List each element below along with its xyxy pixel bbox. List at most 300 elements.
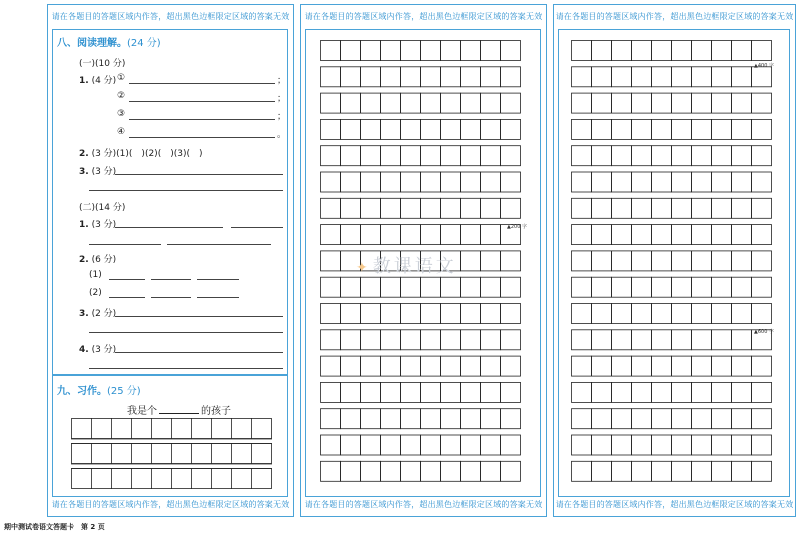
grid-cell[interactable] — [752, 41, 772, 61]
grid-cell[interactable] — [652, 251, 672, 271]
grid-cell[interactable] — [712, 225, 732, 245]
grid-cell[interactable] — [481, 93, 501, 113]
grid-cell[interactable] — [501, 435, 521, 455]
grid-cell[interactable] — [361, 198, 381, 218]
grid-cell[interactable] — [421, 225, 441, 245]
grid-cell[interactable] — [381, 67, 401, 87]
grid-cell[interactable] — [652, 435, 672, 455]
grid-cell[interactable] — [461, 356, 481, 376]
grid-cell[interactable] — [341, 330, 361, 350]
grid-cell[interactable] — [672, 461, 692, 481]
grid-cell[interactable] — [672, 277, 692, 297]
grid-cell[interactable] — [421, 146, 441, 166]
grid-cell[interactable] — [632, 304, 652, 324]
grid-cell[interactable] — [732, 435, 752, 455]
grid-cell[interactable] — [441, 67, 461, 87]
grid-cell[interactable] — [361, 382, 381, 402]
grid-cell[interactable] — [321, 382, 341, 402]
grid-cell[interactable] — [341, 198, 361, 218]
grid-cell[interactable] — [672, 93, 692, 113]
grid-cell[interactable] — [672, 172, 692, 192]
grid-cell[interactable] — [572, 172, 592, 192]
grid-cell[interactable] — [712, 409, 732, 429]
grid-cell[interactable] — [632, 330, 652, 350]
grid-cell[interactable] — [421, 93, 441, 113]
grid-cell[interactable] — [501, 356, 521, 376]
grid-cell[interactable] — [421, 172, 441, 192]
grid-cell[interactable] — [692, 277, 712, 297]
grid-cell[interactable] — [752, 304, 772, 324]
grid-cell[interactable] — [672, 330, 692, 350]
grid-cell[interactable] — [321, 146, 341, 166]
grid-cell[interactable] — [752, 435, 772, 455]
grid-cell[interactable] — [692, 41, 712, 61]
grid-cell[interactable] — [421, 67, 441, 87]
grid-cell[interactable] — [501, 93, 521, 113]
grid-cell[interactable] — [732, 356, 752, 376]
grid-cell[interactable] — [361, 356, 381, 376]
grid-cell[interactable] — [461, 93, 481, 113]
grid-cell[interactable] — [461, 67, 481, 87]
grid-cell[interactable] — [321, 330, 341, 350]
grid-cell[interactable] — [612, 251, 632, 271]
grid-cell[interactable] — [321, 277, 341, 297]
grid-cell[interactable] — [692, 93, 712, 113]
grid-cell[interactable] — [692, 198, 712, 218]
grid-cell[interactable] — [732, 382, 752, 402]
grid-cell[interactable] — [381, 304, 401, 324]
grid-cell[interactable] — [652, 461, 672, 481]
grid-cell[interactable] — [401, 198, 421, 218]
grid-cell[interactable] — [592, 251, 612, 271]
grid-cell[interactable] — [612, 198, 632, 218]
grid-cell[interactable] — [381, 225, 401, 245]
grid-cell[interactable] — [572, 356, 592, 376]
grid-cell[interactable] — [712, 277, 732, 297]
grid-cell[interactable] — [341, 304, 361, 324]
grid-cell[interactable] — [481, 41, 501, 61]
grid-cell[interactable] — [421, 356, 441, 376]
grid-cell[interactable] — [692, 461, 712, 481]
grid-cell[interactable] — [592, 435, 612, 455]
grid-cell[interactable] — [652, 225, 672, 245]
grid-cell[interactable] — [481, 251, 501, 271]
grid-cell[interactable] — [592, 409, 612, 429]
p2-q1-answer-line-1[interactable] — [115, 227, 223, 228]
grid-cell[interactable] — [321, 67, 341, 87]
grid-cell[interactable] — [441, 330, 461, 350]
grid-cell[interactable] — [361, 409, 381, 429]
grid-cell[interactable] — [341, 461, 361, 481]
grid-cell[interactable] — [461, 461, 481, 481]
grid-cell[interactable] — [592, 41, 612, 61]
grid-cell[interactable] — [732, 330, 752, 350]
grid-cell[interactable] — [361, 304, 381, 324]
grid-cell[interactable] — [441, 146, 461, 166]
q1-answer-line-1[interactable] — [129, 83, 275, 84]
grid-cell[interactable] — [572, 330, 592, 350]
p2-q4-answer-line-2[interactable] — [89, 368, 283, 369]
grid-cell[interactable] — [572, 198, 592, 218]
grid-cell[interactable] — [341, 435, 361, 455]
p2-q2-2-line-c[interactable] — [197, 297, 239, 298]
grid-cell[interactable] — [361, 67, 381, 87]
grid-cell[interactable] — [692, 382, 712, 402]
grid-cell[interactable] — [401, 356, 421, 376]
grid-cell[interactable] — [632, 119, 652, 139]
grid-cell[interactable] — [481, 435, 501, 455]
grid-cell[interactable] — [712, 198, 732, 218]
grid-cell[interactable] — [672, 146, 692, 166]
grid-cell[interactable] — [381, 198, 401, 218]
grid-cell[interactable] — [712, 330, 732, 350]
grid-cell[interactable] — [341, 225, 361, 245]
grid-cell[interactable] — [441, 41, 461, 61]
grid-cell[interactable] — [321, 119, 341, 139]
grid-cell[interactable] — [752, 409, 772, 429]
grid-cell[interactable] — [752, 277, 772, 297]
grid-cell[interactable] — [632, 41, 652, 61]
grid-cell[interactable] — [481, 225, 501, 245]
grid-cell[interactable] — [732, 304, 752, 324]
grid-cell[interactable] — [501, 330, 521, 350]
grid-cell[interactable] — [381, 330, 401, 350]
grid-cell[interactable] — [612, 67, 632, 87]
grid-cell[interactable] — [692, 146, 712, 166]
grid-cell[interactable] — [481, 119, 501, 139]
grid-cell[interactable] — [381, 93, 401, 113]
grid-cell[interactable] — [572, 93, 592, 113]
grid-cell[interactable] — [632, 172, 652, 192]
grid-cell[interactable] — [652, 41, 672, 61]
grid-cell[interactable] — [632, 225, 652, 245]
grid-cell[interactable] — [672, 198, 692, 218]
grid-cell[interactable] — [572, 382, 592, 402]
grid-cell[interactable] — [612, 435, 632, 455]
grid-cell[interactable] — [652, 409, 672, 429]
grid-cell[interactable] — [592, 146, 612, 166]
grid-cell[interactable] — [672, 435, 692, 455]
grid-cell[interactable] — [481, 146, 501, 166]
grid-cell[interactable] — [401, 330, 421, 350]
grid-cell[interactable] — [441, 382, 461, 402]
grid-cell[interactable] — [572, 119, 592, 139]
grid-cell[interactable] — [461, 119, 481, 139]
grid-cell[interactable] — [481, 461, 501, 481]
grid-cell[interactable] — [461, 41, 481, 61]
grid-cell[interactable] — [401, 382, 421, 402]
grid-cell[interactable] — [401, 146, 421, 166]
grid-cell[interactable] — [461, 198, 481, 218]
grid-cell[interactable] — [692, 172, 712, 192]
grid-cell[interactable] — [632, 93, 652, 113]
grid-cell[interactable] — [501, 146, 521, 166]
grid-cell[interactable] — [321, 435, 341, 455]
essay-grid-panel-3[interactable] — [571, 40, 777, 490]
grid-cell[interactable] — [441, 93, 461, 113]
grid-cell[interactable] — [321, 409, 341, 429]
grid-cell[interactable] — [572, 67, 592, 87]
grid-cell[interactable] — [461, 251, 481, 271]
grid-cell[interactable] — [461, 146, 481, 166]
grid-cell[interactable] — [321, 93, 341, 113]
grid-cell[interactable] — [672, 67, 692, 87]
grid-cell[interactable] — [321, 251, 341, 271]
grid-cell[interactable] — [652, 172, 672, 192]
grid-cell[interactable] — [572, 304, 592, 324]
grid-cell[interactable] — [692, 356, 712, 376]
grid-cell[interactable] — [421, 409, 441, 429]
grid-cell[interactable] — [752, 172, 772, 192]
grid-cell[interactable] — [612, 409, 632, 429]
grid-cell[interactable] — [752, 198, 772, 218]
grid-cell[interactable] — [692, 119, 712, 139]
grid-cell[interactable] — [732, 198, 752, 218]
grid-cell[interactable] — [592, 225, 612, 245]
grid-cell[interactable] — [612, 225, 632, 245]
grid-cell[interactable] — [361, 435, 381, 455]
q3-answer-line-1[interactable] — [115, 174, 283, 175]
grid-cell[interactable] — [321, 198, 341, 218]
grid-cell[interactable] — [712, 461, 732, 481]
grid-cell[interactable] — [481, 172, 501, 192]
grid-cell[interactable] — [501, 251, 521, 271]
grid-cell[interactable] — [652, 67, 672, 87]
grid-cell[interactable] — [672, 225, 692, 245]
grid-cell[interactable] — [712, 251, 732, 271]
grid-cell[interactable] — [361, 277, 381, 297]
grid-cell[interactable] — [732, 41, 752, 61]
q1-answer-line-4[interactable] — [129, 137, 275, 138]
grid-cell[interactable] — [712, 356, 732, 376]
grid-cell[interactable] — [572, 435, 592, 455]
grid-cell[interactable] — [692, 67, 712, 87]
grid-cell[interactable] — [421, 41, 441, 61]
grid-cell[interactable] — [341, 119, 361, 139]
grid-cell[interactable] — [421, 461, 441, 481]
grid-cell[interactable] — [381, 119, 401, 139]
grid-cell[interactable] — [632, 382, 652, 402]
grid-cell[interactable] — [381, 382, 401, 402]
grid-cell[interactable] — [592, 198, 612, 218]
grid-cell[interactable] — [401, 67, 421, 87]
grid-cell[interactable] — [672, 119, 692, 139]
grid-cell[interactable] — [732, 251, 752, 271]
grid-cell[interactable] — [572, 41, 592, 61]
grid-cell[interactable] — [592, 172, 612, 192]
grid-cell[interactable] — [441, 356, 461, 376]
grid-cell[interactable] — [612, 146, 632, 166]
grid-cell[interactable] — [652, 277, 672, 297]
grid-cell[interactable] — [652, 119, 672, 139]
grid-cell[interactable] — [341, 277, 361, 297]
grid-cell[interactable] — [321, 225, 341, 245]
grid-cell[interactable] — [732, 93, 752, 113]
grid-cell[interactable] — [732, 461, 752, 481]
grid-cell[interactable] — [441, 461, 461, 481]
grid-cell[interactable] — [712, 146, 732, 166]
grid-cell[interactable] — [421, 277, 441, 297]
grid-cell[interactable] — [381, 435, 401, 455]
grid-cell[interactable] — [752, 119, 772, 139]
grid-cell[interactable] — [592, 119, 612, 139]
grid-cell[interactable] — [441, 198, 461, 218]
grid-cell[interactable] — [421, 304, 441, 324]
grid-cell[interactable] — [652, 356, 672, 376]
grid-cell[interactable] — [692, 330, 712, 350]
q1-answer-line-2[interactable] — [129, 101, 275, 102]
grid-cell[interactable] — [501, 41, 521, 61]
grid-cell[interactable] — [632, 277, 652, 297]
grid-cell[interactable] — [481, 382, 501, 402]
grid-cell[interactable] — [612, 119, 632, 139]
grid-cell[interactable] — [692, 409, 712, 429]
grid-cell[interactable] — [712, 382, 732, 402]
grid-cell[interactable] — [652, 146, 672, 166]
grid-cell[interactable] — [752, 251, 772, 271]
grid-cell[interactable] — [461, 172, 481, 192]
grid-cell[interactable] — [632, 435, 652, 455]
p2-q1-answer-line-4[interactable] — [167, 244, 271, 245]
grid-cell[interactable] — [592, 277, 612, 297]
grid-cell[interactable] — [612, 41, 632, 61]
grid-cell[interactable] — [592, 356, 612, 376]
grid-cell[interactable] — [712, 304, 732, 324]
grid-cell[interactable] — [752, 146, 772, 166]
grid-cell[interactable] — [341, 356, 361, 376]
grid-cell[interactable] — [481, 198, 501, 218]
grid-cell[interactable] — [481, 67, 501, 87]
grid-cell[interactable] — [632, 67, 652, 87]
grid-cell[interactable] — [732, 172, 752, 192]
grid-cell[interactable] — [652, 330, 672, 350]
grid-cell[interactable] — [612, 382, 632, 402]
grid-cell[interactable] — [692, 225, 712, 245]
grid-cell[interactable] — [712, 435, 732, 455]
p2-q2-1-line-b[interactable] — [151, 279, 191, 280]
grid-cell[interactable] — [321, 304, 341, 324]
grid-cell[interactable] — [732, 67, 752, 87]
grid-cell[interactable] — [572, 461, 592, 481]
grid-cell[interactable] — [461, 225, 481, 245]
grid-cell[interactable] — [612, 93, 632, 113]
grid-cell[interactable] — [752, 461, 772, 481]
grid-cell[interactable] — [361, 41, 381, 61]
p2-q2-2-line-b[interactable] — [151, 297, 191, 298]
grid-cell[interactable] — [401, 461, 421, 481]
grid-cell[interactable] — [712, 67, 732, 87]
grid-cell[interactable] — [592, 93, 612, 113]
grid-cell[interactable] — [421, 435, 441, 455]
q1-answer-line-3[interactable] — [129, 119, 275, 120]
grid-cell[interactable] — [421, 119, 441, 139]
grid-cell[interactable] — [401, 225, 421, 245]
grid-cell[interactable] — [441, 119, 461, 139]
grid-cell[interactable] — [732, 225, 752, 245]
grid-cell[interactable] — [341, 172, 361, 192]
p2-q1-answer-line-3[interactable] — [89, 244, 161, 245]
grid-cell[interactable] — [461, 304, 481, 324]
p2-q2-2-line-a[interactable] — [109, 297, 145, 298]
grid-cell[interactable] — [401, 277, 421, 297]
grid-cell[interactable] — [441, 172, 461, 192]
grid-cell[interactable] — [612, 330, 632, 350]
grid-cell[interactable] — [441, 277, 461, 297]
grid-cell[interactable] — [441, 225, 461, 245]
grid-cell[interactable] — [752, 67, 772, 87]
grid-cell[interactable] — [421, 382, 441, 402]
grid-cell[interactable] — [572, 146, 592, 166]
grid-cell[interactable] — [592, 304, 612, 324]
grid-cell[interactable] — [401, 409, 421, 429]
grid-cell[interactable] — [712, 93, 732, 113]
grid-cell[interactable] — [401, 172, 421, 192]
grid-cell[interactable] — [572, 277, 592, 297]
grid-cell[interactable] — [441, 409, 461, 429]
grid-cell[interactable] — [592, 382, 612, 402]
grid-cell[interactable] — [461, 409, 481, 429]
grid-cell[interactable] — [652, 93, 672, 113]
grid-cell[interactable] — [632, 198, 652, 218]
p2-q3-answer-line-2[interactable] — [89, 332, 283, 333]
grid-cell[interactable] — [592, 461, 612, 481]
grid-cell[interactable] — [381, 461, 401, 481]
grid-cell[interactable] — [572, 225, 592, 245]
q3-answer-line-2[interactable] — [89, 190, 283, 191]
grid-cell[interactable] — [652, 382, 672, 402]
grid-cell[interactable] — [632, 356, 652, 376]
grid-cell[interactable] — [672, 356, 692, 376]
grid-cell[interactable] — [461, 330, 481, 350]
grid-cell[interactable] — [381, 277, 401, 297]
grid-cell[interactable] — [612, 356, 632, 376]
grid-cell[interactable] — [341, 146, 361, 166]
p2-q3-answer-line-1[interactable] — [115, 316, 283, 317]
grid-cell[interactable] — [501, 172, 521, 192]
grid-cell[interactable] — [501, 119, 521, 139]
grid-cell[interactable] — [752, 93, 772, 113]
grid-cell[interactable] — [652, 304, 672, 324]
grid-cell[interactable] — [692, 435, 712, 455]
grid-cell[interactable] — [752, 382, 772, 402]
grid-cell[interactable] — [361, 93, 381, 113]
grid-cell[interactable] — [441, 435, 461, 455]
grid-cell[interactable] — [321, 172, 341, 192]
grid-cell[interactable] — [672, 41, 692, 61]
grid-cell[interactable] — [341, 382, 361, 402]
grid-cell[interactable] — [632, 461, 652, 481]
grid-cell[interactable] — [421, 330, 441, 350]
p2-q4-answer-line-1[interactable] — [115, 352, 283, 353]
grid-cell[interactable] — [612, 461, 632, 481]
grid-cell[interactable] — [421, 198, 441, 218]
grid-cell[interactable] — [501, 277, 521, 297]
grid-cell[interactable] — [321, 461, 341, 481]
grid-cell[interactable] — [592, 330, 612, 350]
grid-cell[interactable] — [481, 409, 501, 429]
grid-cell[interactable] — [752, 356, 772, 376]
grid-cell[interactable] — [461, 277, 481, 297]
grid-cell[interactable] — [461, 382, 481, 402]
grid-cell[interactable] — [361, 146, 381, 166]
grid-cell[interactable] — [501, 67, 521, 87]
grid-cell[interactable] — [672, 409, 692, 429]
grid-cell[interactable] — [501, 461, 521, 481]
grid-cell[interactable] — [461, 435, 481, 455]
grid-cell[interactable] — [401, 41, 421, 61]
grid-cell[interactable] — [672, 251, 692, 271]
essay-prompt-blank[interactable] — [159, 413, 199, 414]
